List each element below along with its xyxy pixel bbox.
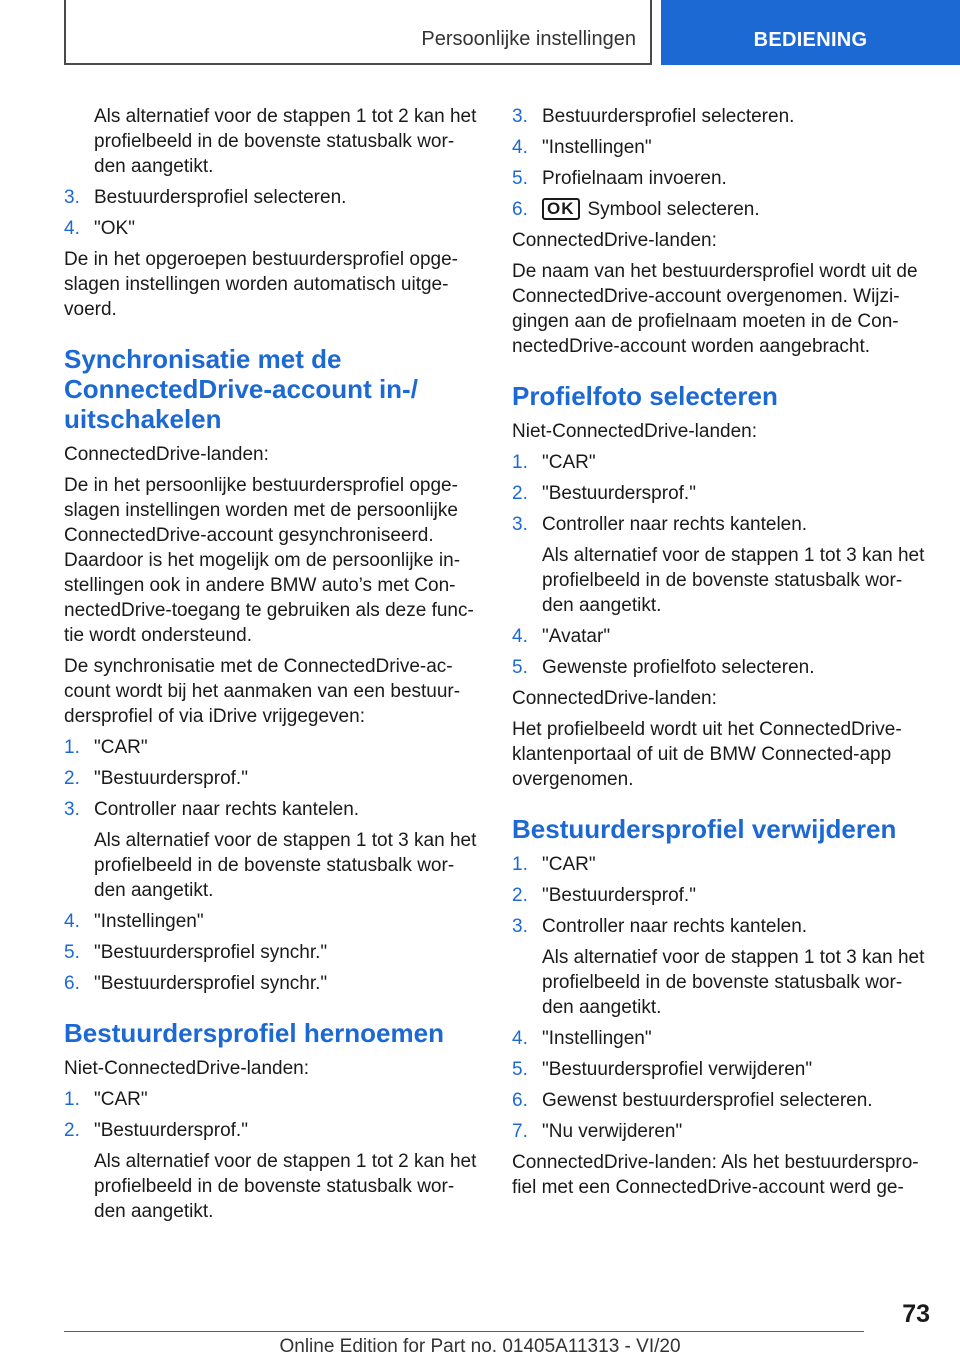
step-number: 1. [512,854,528,875]
paragraph: ConnectedDrive-landen: [512,230,717,251]
paragraph: ConnectedDrive-landen: [512,688,717,709]
list-item [512,624,930,649]
paragraph: Niet-ConnectedDrive-landen: [512,421,758,442]
step-text: "CAR" [542,854,596,875]
page-number: 73 [902,1300,930,1328]
list-item [64,216,482,241]
step-number: 4. [64,911,80,932]
step-number: 1. [64,1089,80,1110]
step-text: "Bestuurdersprof." [542,885,696,906]
step-number: 3. [64,799,80,820]
paragraph: ConnectedDrive-landen: Als het bestuurderspro-fiel met een ConnectedDrive-account werd ge- [512,1152,919,1198]
list-item [64,940,482,965]
step-number: 1. [64,737,80,758]
section-heading-photo: Profielfoto selecteren [512,381,778,411]
step-number: 5. [64,942,80,963]
step-note: Als alternatief voor de stappen 1 tot 3 kan het profielbeeld in de bovenste statusbalk wor-den aangetikt. [542,545,925,616]
step-text: Gewenste profielfoto selecteren. [542,657,815,678]
step-number: 4. [512,626,528,647]
list-item [512,1119,930,1144]
list-item [512,450,930,475]
step-number: 1. [512,452,528,473]
paragraph: De synchronisatie met de ConnectedDrive-ac-count wordt bij het aanmaken van een bestuur-dersprofiel of via iDrive vrijgegeven: [64,656,461,727]
step-text: "Avatar" [542,626,611,647]
step-text: Controller naar rechts kantelen. [542,514,808,535]
step-number: 4. [512,1028,528,1049]
step-number: 3. [512,514,528,535]
chapter-tab [661,0,960,65]
list-item [512,852,930,877]
step-number: 2. [64,1120,80,1141]
step-number: 4. [64,218,80,239]
step-number: 4. [512,137,528,158]
chapter-title: BEDIENING [753,29,868,51]
list-item [512,914,930,939]
step-number: 6. [512,1090,528,1111]
paragraph: Niet-ConnectedDrive-landen: [64,1058,310,1079]
paragraph: De in het persoonlijke bestuurdersprofiel opge-slagen instellingen worden met de persoonlijke ConnectedDrive-account gesynchroniseerd. Daardoor is het mogelijk om de persoonlijke in-stellingen ook in andere BMW auto’s met Con-nectedDrive-toegang te gebruiken als deze func-tie wordt ondersteund. [64,475,474,646]
list-item [64,735,482,760]
step-text: "Bestuurdersprof." [94,768,248,789]
step-list [512,624,930,680]
right-column [512,104,930,1206]
paragraph: ConnectedDrive-landen: [64,444,269,465]
step-number: 5. [512,657,528,678]
page-header [64,0,960,65]
step-text: "Bestuurdersprofiel synchr." [94,973,328,994]
step-text: "Nu verwijderen" [542,1121,683,1142]
list-item [64,1118,482,1143]
step-number: 3. [64,187,80,208]
step-text: Bestuurdersprofiel selecteren. [94,187,347,208]
step-number: 6. [512,199,528,220]
step-note: Als alternatief voor de stappen 1 tot 2 kan het profielbeeld in de bovenste statusbalk wor-den aangetikt. [94,1151,477,1222]
list-item [64,909,482,934]
list-item [64,1087,482,1112]
list-item [512,104,930,129]
list-item [512,883,930,908]
step-number: 2. [64,768,80,789]
list-item [64,766,482,791]
step-note: Als alternatief voor de stappen 1 tot 3 kan het profielbeeld in de bovenste statusbalk wor-den aangetikt. [94,830,477,901]
step-text: "Instellingen" [542,137,652,158]
step-text: "CAR" [94,1089,148,1110]
step-number: 2. [512,483,528,504]
list-item [512,197,930,222]
step-list [512,852,930,939]
paragraph: De naam van het bestuurdersprofiel wordt uit de ConnectedDrive-account overgenomen. Wijzi-gingen aan de profielnaam moeten in de Con-nectedDrive-account worden aangebracht. [512,261,918,357]
step-note: Als alternatief voor de stappen 1 tot 2 kan het profielbeeld in de bovenste statusbalk wor-den aangetikt. [94,106,477,177]
step-list [512,104,930,191]
list-item [64,971,482,996]
ok-icon: OK [542,198,580,220]
step-note: Als alternatief voor de stappen 1 tot 3 kan het profielbeeld in de bovenste statusbalk wor-den aangetikt. [542,947,925,1018]
list-item [512,1026,930,1051]
step-list [512,450,930,537]
step-text [542,197,930,222]
step-number: 3. [512,916,528,937]
list-item [512,166,930,191]
step-text: Controller naar rechts kantelen. [94,799,360,820]
step-text: Gewenst bestuurdersprofiel selecteren. [542,1090,873,1111]
step-number: 2. [512,885,528,906]
step-text: Controller naar rechts kantelen. [542,916,808,937]
paragraph: Het profielbeeld wordt uit het ConnectedDrive-klantenportaal of uit de BMW Connected-app overgenomen. [512,719,902,790]
step-label: Symbool selecteren. [587,199,760,220]
step-text: "Instellingen" [542,1028,652,1049]
left-column [64,104,482,1230]
step-text: "Bestuurdersprofiel synchr." [94,942,328,963]
section-title: Persoonlijke instellingen [421,28,636,50]
edition-footer: Online Edition for Part no. 01405A11313 - VI/20 [279,1336,681,1357]
step-text: "Bestuurdersprof." [94,1120,248,1141]
list-item [512,1088,930,1113]
step-text: "Instellingen" [94,911,204,932]
list-item [512,1057,930,1082]
section-heading-delete: Bestuurdersprofiel verwijderen [512,814,897,844]
paragraph: De in het opgeroepen bestuurdersprofiel opge-slagen instellingen worden automatisch uitge-voerd. [64,249,458,320]
step-text: "Bestuurdersprofiel verwijderen" [542,1059,813,1080]
header-frame [64,0,652,65]
list-item [64,185,482,210]
step-list [64,735,482,822]
step-number: 5. [512,168,528,189]
step-text: Bestuurdersprofiel selecteren. [542,106,795,127]
list-item [512,481,930,506]
step-text: "Bestuurdersprof." [542,483,696,504]
step-text: "OK" [94,218,135,239]
footer-rule [64,1331,864,1332]
step-list [512,1026,930,1144]
step-text: "CAR" [94,737,148,758]
list-item [512,655,930,680]
step-number: 5. [512,1059,528,1080]
step-text: "CAR" [542,452,596,473]
step-list [64,1087,482,1143]
step-list [64,909,482,996]
step-number: 3. [512,106,528,127]
step-number: 7. [512,1121,528,1142]
section-heading-sync: Synchronisatie met de ConnectedDrive-account in-/ uitschakelen [64,344,418,434]
step-list [64,185,482,241]
list-item [512,512,930,537]
list-item [64,797,482,822]
step-number: 6. [64,973,80,994]
list-item [512,135,930,160]
section-heading-rename: Bestuurdersprofiel hernoemen [64,1018,444,1048]
step-text: Profielnaam invoeren. [542,168,727,189]
